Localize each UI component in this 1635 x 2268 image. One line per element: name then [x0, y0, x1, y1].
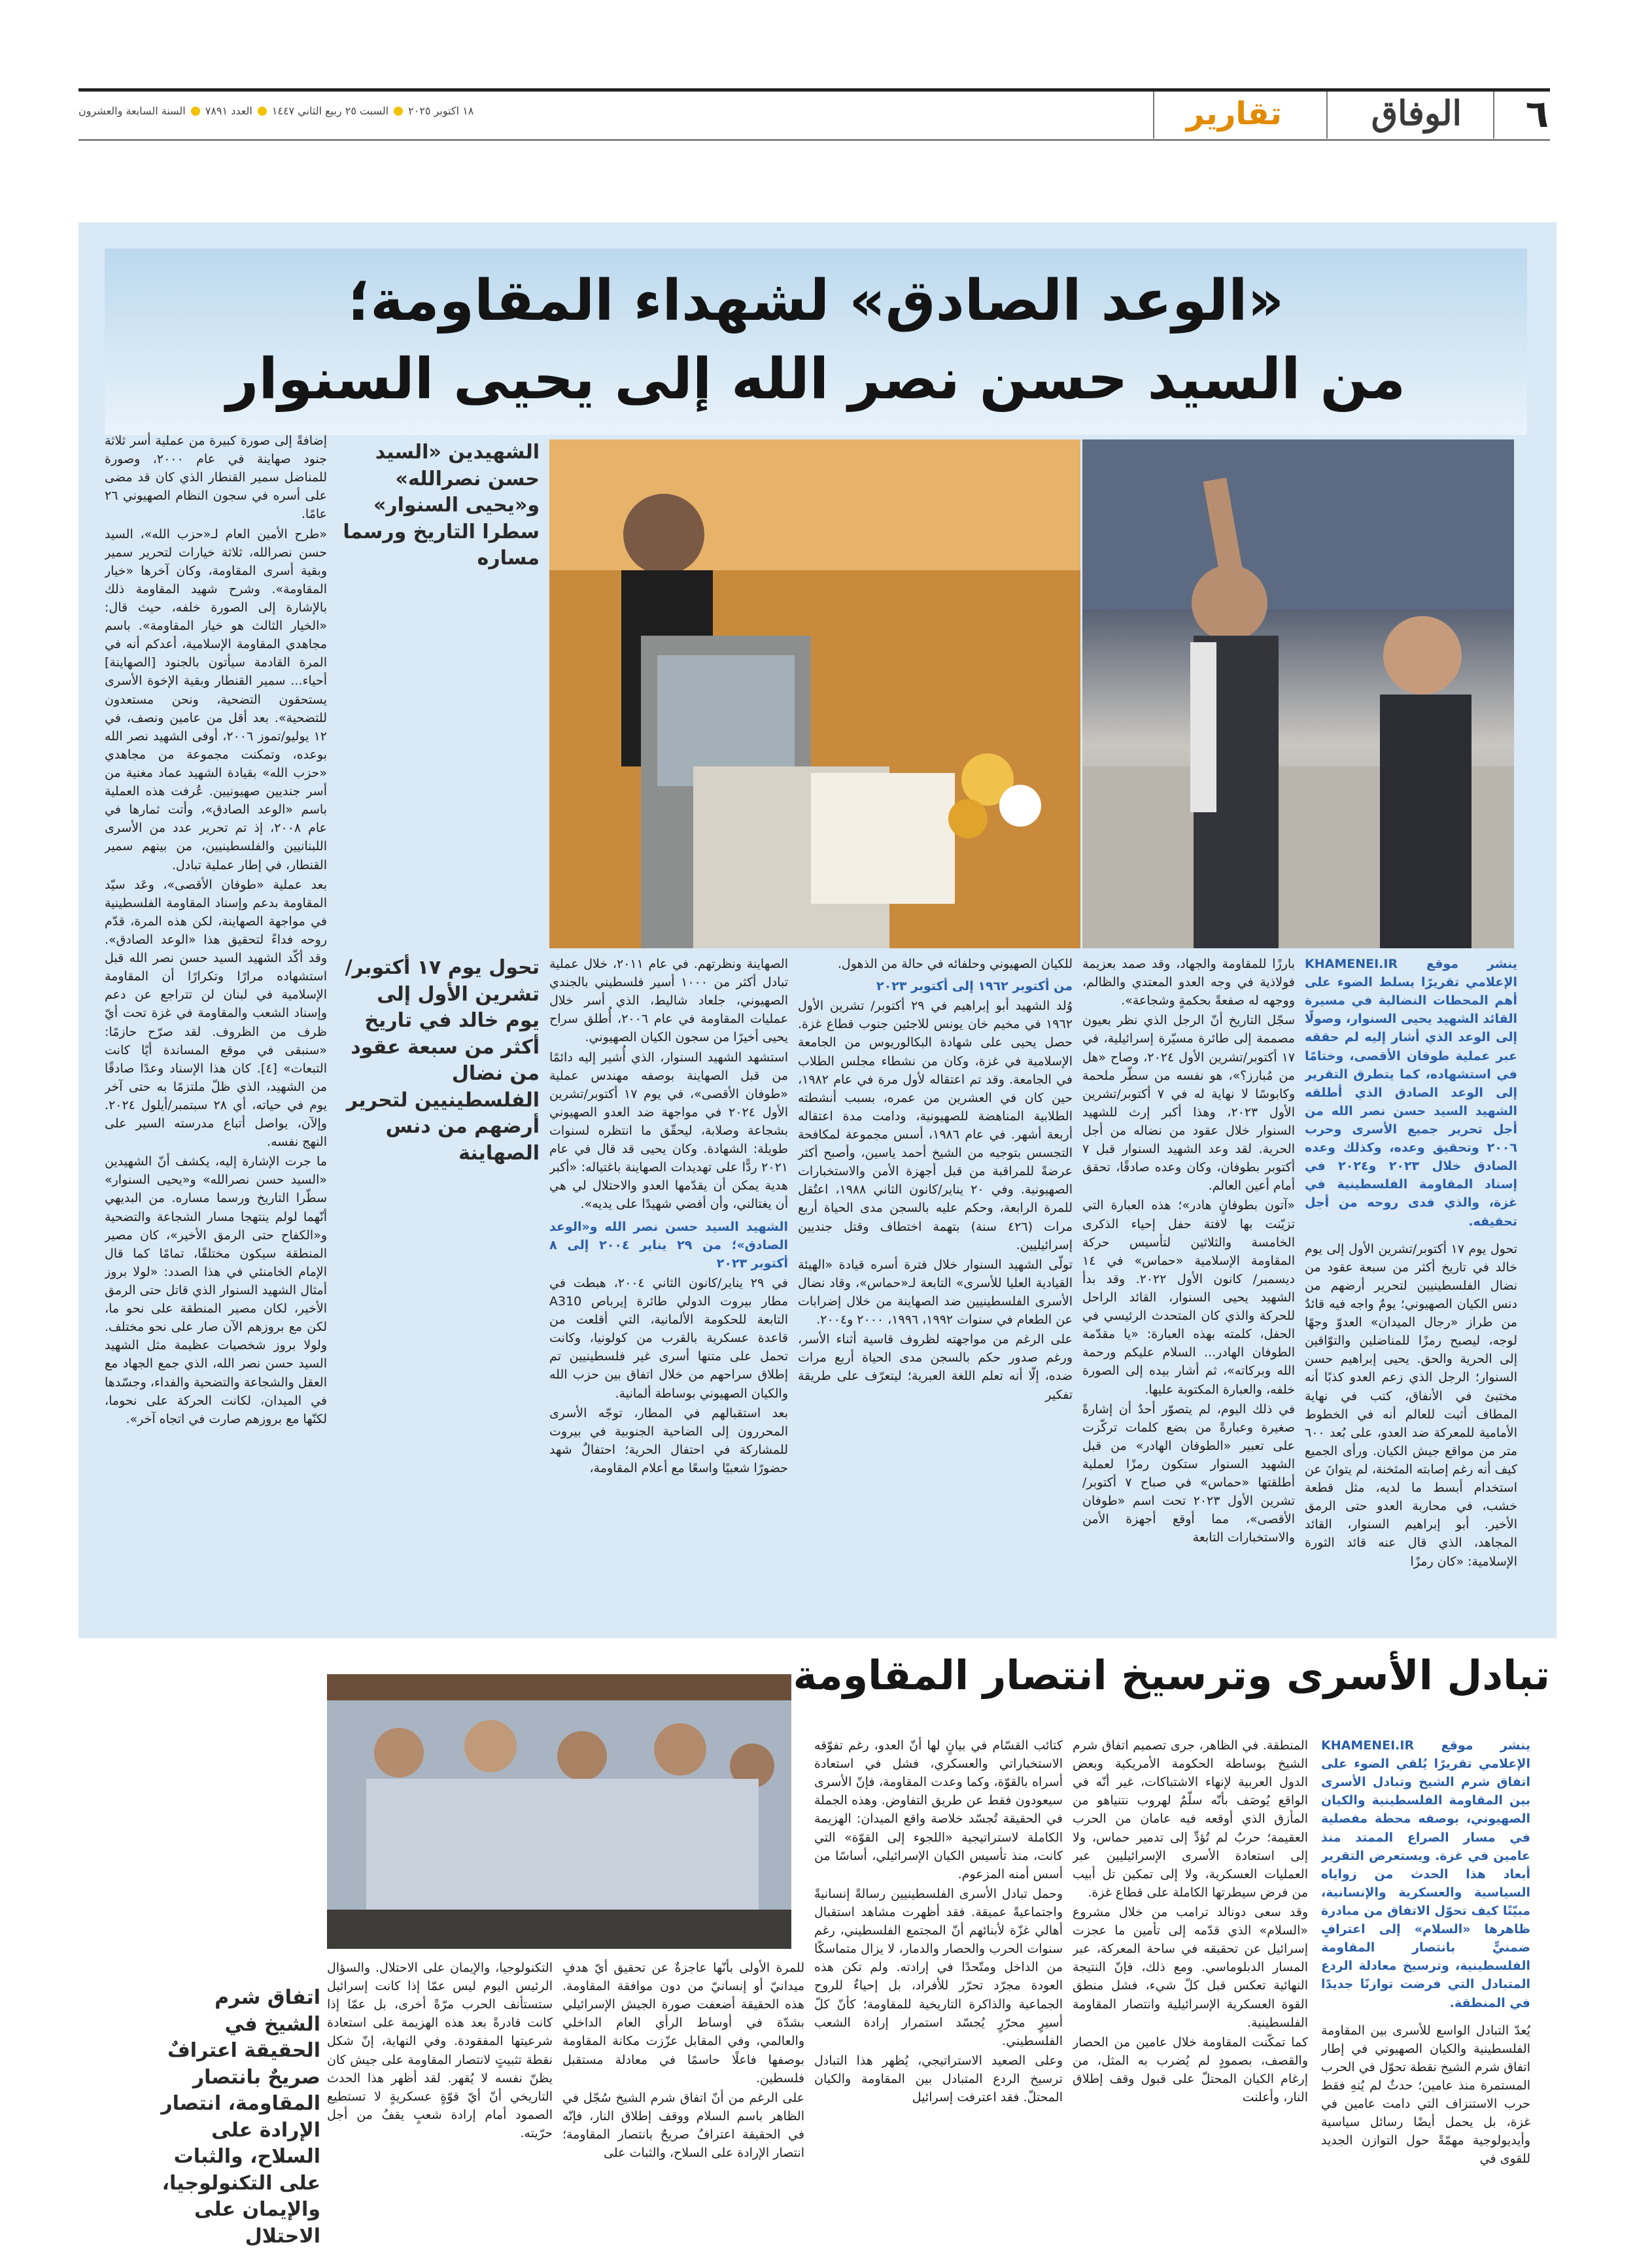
pullquote-sharm-agreement: اتفاق شرم الشيخ في الحقيقة اعترافٌ صريحٌ بانتصار المقاومة، انتصار الإرادة على السلاح، والثبات على التكنولوجيا، والإيمان على الاحتلال [161, 1986, 320, 2248]
photo-sinwar-illustration [1082, 439, 1514, 948]
top-rule [78, 88, 1550, 92]
body-paragraph: بارزًا للمقاومة والجهاد، وقد صمد بعزيمة فولاذية في وجه العدو المعتدي والظالم، ووجهه له صفعةً بحكمةٍ وشجاعة». [1082, 957, 1295, 1008]
divider [1326, 92, 1328, 139]
top-story-headline [105, 249, 1527, 435]
divider [1493, 92, 1494, 139]
body-paragraph: للكيان الصهيوني وحلفائه في حالة من الذهول. [837, 957, 1073, 971]
body-paragraph: بعد عملية «طوفان الأقصى»، وعَد سيّد المقاومة بدعم وإسناد المقاومة الفلسطينية في مواجهة الصهاينة، لكن هذه المرة، قدّم روحه فداءً لتحقيق هذا «الوعد الصادق». وقد أكّد الشهيد السيد حسن نصر الله قبل استشهاده مرارًا وتكرارًا أن المقاومة الإسلامية في لبنان لن تتراجع عن دعم وإسناد الشعب والمقاومة في غزة تحت أيّ ظرف من الظروف. لقد صرّح حازمًا: «سنبقى في موقع المساندة أيًا كانت التبعات» [٤]. كان هذا الإسناد وعدًا صادقًا من الشهيد، الذي ظلّ ملتزمًا به حتى آخر يوم في حياته، أي ٢٨ سبتمبر/أيلول ٢٠٢٤. وإلآن، يواصل أتباع مدرسته السير على النهج نفسه. [105, 877, 327, 1150]
photo-nasrallah-illustration [549, 439, 1080, 948]
bottom-col-5 [327, 1959, 553, 2253]
body-paragraph: سجّل التاريخ أنّ الرجل الذي نظر بعيون مصممة إلى طائرة مسيّرة إسرائيلية، في ١٧ أكتوبر/تشرين الأول ٢٠٢٤، وصاح «هل من مُبارز؟»، هو نفسه من سطّر ملحمة وكابوسًا لا نهاية له في ٧ أكتوبر/تشرين الأول ٢٠٢٣، وهذا أكبر إرث للشهيد السنوار خلال عقود من نضاله من أجل الحرية. لقد وعد الشهيد السنوار قبل ٧ أكتوبر بطوفان، وكان وعده صادقًا، تحقق أمام أعين العالم. [1082, 1013, 1295, 1194]
body-paragraph: كما تمكّنت المقاومة خلال عامين من الحصار والقصف، بصمودٍ لم يُضرب به المثل، من إرغام الكيان المحتلّ على قبول وقف إطلاق النار، وأعلنت [1073, 2035, 1308, 2105]
bottom-col-3 [814, 1736, 1063, 2253]
body-paragraph: تولّى الشهيد السنوار خلال فترة أسره قيادة «الهيئة القيادية العليا للأسرى» التابعة لـ«حماس»، وقاد نضال الأسرى الفلسطينيين ضد الصهاينة من خلال إضرابات عن الطعام في سنوات ١٩٩٢، ١٩٩٦، ٢٠٠٠ و٢٠٠٤. [798, 1257, 1073, 1328]
body-paragraph: على الرغم من مواجهته لظروف قاسية أثناء الأسر، ورغم صدور حكم بالسجن مدى الحياة أربع مرات ضده، إلّا أنه تعلم اللغة العبرية؛ ليتعرّف على طريقة تفكير [798, 1332, 1073, 1402]
top-col-4 [549, 955, 788, 1632]
divider [1153, 92, 1154, 139]
body-paragraph: على الرغم من أنّ اتفاق شرم الشيخ سُجّل في الظاهر باسم السلام ووقف إطلاق النار، فإنّه في الحقيقة اعترافٌ صريحٌ بانتصار المقاومة؛ انتصار الإرادة على السلاح، والثبات على [562, 2090, 804, 2161]
top-col-3 [798, 955, 1073, 1632]
headline-line-2: من السيد حسن نصر الله إلى يحيى السنوار [226, 347, 1406, 412]
body-paragraph: وعلى الصعيد الاستراتيجي، يُظهر هذا التبادل ترسيخ الردع المتبادل بين المقاومة والكيان المحتلّ. فقد اعترفت إسرائيل [814, 2053, 1063, 2105]
top-col-5 [105, 432, 327, 1632]
body-paragraph: وحمل تبادل الأسرى الفلسطينيين رسالةً إنسانيةً واجتماعيةً عميقة. فقد أظهرت مشاهد استقبال أهالي غزّة لأبنائهم أنّ المجتمع الفلسطيني، رغم سنوات الحرب والحصار والدمار، لا يزال متماسكًا من الداخل ومتّحدًا في إرادته. ولم تكن هذه العودة مجرّد تحرّر للأفراد، بل إحياءٌ للروح الجماعية والذاكرة التاريخية للمقاومة؛ كأنّ كلّ أسيرٍ محرّرٍ يُجسّد استمرار إرادة الشعب الفلسطيني. [814, 1886, 1063, 2048]
masthead [0, 0, 1635, 147]
subhead: الشهيد السيد حسن نصر الله و«الوعد الصادق»؛ من ٢٩ يناير ٢٠٠٤ إلى ٨ أكتوبر ٢٠٢٣ [549, 1219, 788, 1271]
bullet-icon [191, 107, 200, 116]
newspaper-logo: الوفاق [1371, 94, 1462, 133]
issue-number: العدد ٧٨٩١ [205, 105, 252, 117]
body-paragraph: وُلد الشهيد أبو إبراهيم في ٢٩ أكتوبر/ تشرين الأول ١٩٦٢ في مخيم خان يونس للاجئين جنوب قطاع غزة. حصل يحيى على شهادة البكالوريوس من الجامعة الإسلامية في غزة، وكان من نشطاء مجلس الطلاب في الجامعة. وقد تم اعتقاله لأول مرة في عام ١٩٨٢، حين كان في العشرين من عمره، بسبب أنشطته الطلابية المناهضة للصهيونية، ودامت مدة اعتقاله أربعة أشهر. في عام ١٩٨٦، أسس مجموعة لمكافحة التجسس بتوجيه من الشيخ أحمد ياسين، وأصبح أكثر عرضةً للمراقبة من قبل أجهزة الأمن والاستخبارات الصهيونية. وفي ٢٠ يناير/كانون الثاني ١٩٨٨، اعتُقل للمرة الرابعة، وحكم عليه بالسجن مدى الحياة أربع مرات (٤٢٦ سنة) بتهمة اختطاف وقتل جنديين إسرائيليين. [798, 999, 1073, 1252]
section-title: تقارير [1186, 95, 1282, 132]
issue-date-gregorian: ١٨ اكتوبر ٢٠٢٥ [408, 105, 474, 117]
bottom-rule [78, 139, 1550, 141]
photo-nasrallah [549, 439, 1080, 948]
body-paragraph: للمرة الأولى بأنّها عاجزةٌ عن تحقيق أيّ هدفٍ ميدانيّ أو إنسانيّ من دون موافقة المقاومة. هذه الحقيقة أضعفت صورة الجيش الإسرائيلي بشدّة في أوساط الرأي العام الداخلي والعالمي، وفي المقابل عزّزت مكانة المقاومة بوصفها فاعلًا حاسمًا في معادلة مستقبل فلسطين. [562, 1961, 804, 2086]
issue-date-hijri: السبت ٢٥ ربيع الثاني ١٤٤٧ [271, 105, 389, 117]
body-paragraph: «طرح الأمين العام لـ«حزب الله»، السيد حسن نصرالله، ثلاثة خيارات لتحرير سمير وبقية أسرى المقاومة، وكان آخرها «خيار المقاومة». وشرح شهيد المقاومة ذلك بالإشارة إلى الصورة خلفه، حيث قال: «الخيار الثالث هو خيار المقاومة». باسم مجاهدي المقاومة الإسلامية، أعدكم أنه في المرة القادمة سيأتون بالجنود [الصهاينة] أحياء... سمير القنطار وبقية الإخوة الأسرى يستحقون التضحية، ونحن مستعدون للتضحية». بعد أقل من عامين ونصف، في ١٢ يوليو/تموز ٢٠٠٦، أوفى الشهيد نصر الله بوعده، وتمكنت مجموعة من مجاهدي «حزب الله» بقيادة الشهيد عماد مغنية من أسر جنديين صهيونيين. عُرفت هذه العملية باسم «الوعد الصادق»، وأتت ثمارها في عام ٢٠٠٨، إذ تم تحرير عدد من الأسرى اللبنانيين والفلسطينيين، من بينهم سمير القنطار، في إطار عملية تبادل. [105, 526, 327, 872]
issue-year: السنة السابعة والعشرون [78, 105, 186, 117]
photo-prisoners-release [327, 1674, 791, 1949]
body-paragraph: كتائب القسّام في بيانٍ لها أنّ العدو، رغم تفوّقه الاستخباراتي والعسكري، فشل في استعادة أسراه بالقوّة، وكما وعدت المقاومة، فإنّ الأسرى سيعودون فقط عن طريق التفاوض. وهذه الجملة في الحقيقة تُجسّد خلاصة واقع الميدان: الهزيمة الكاملة لاستراتيجية «اللجوء إلى القوّة» التي كانت، منذ تأسيس الكيان الإسرائيلي، أساسًا من أسس أمنه المزعوم. [814, 1738, 1063, 1881]
body-paragraph: استشهد الشهيد السنوار، الذي أُشير إليه دائمًا من قبل الصهاينة بوصفه مهندس عملية «طوفان الأقصى»، في يوم ١٧ أكتوبر/تشرين الأول ٢٠٢٤ في مواجهة ضد العدو الصهيوني بشجاعة وصلابة، ليحقّق ما انتظره لسنوات طويلة: الشهادة. وكان يحيى قد قال في عام ٢٠٢١ ردًّا على تهديدات الصهاينة باغتياله: «أكبر هدية يمكن أن يقدّمها العدو والاحتلال لي هي أن يغتالني، وأن أفضي شهيدًا على يديه». [549, 1050, 788, 1212]
pullquote-martyrs: الشهيدين «السيد حسن نصرالله» و«يحيى السنوار» سطرا التاريخ ورسما مساره [343, 441, 540, 570]
page-number: ٦ [1525, 92, 1549, 136]
photo-prisoners-illustration [327, 1674, 791, 1949]
body-paragraph: ما جرت الإشارة إليه، يكشف أنّ الشهيدين «السيد حسن نصرالله» و«يحيى السنوار» سطّرا التاريخ ورسما مساره. من البديهي أنّهما لولم ينتهجا مسار الشجاعة والتضحية و«الكفاح حتى الرمق الأخير»، كان مصير المنطقة سيكون مختلفًا، تمامًا كما قال الإمام الخامنئي في هذا الصدد: «لولا بروز أمثال الشهيد السنوار الذي قاتل حتى الرمق الأخير، لكان مصير المنطقة على نحو ما، لكن مع بروزهم الآن صار على نحو مختلف. ولولا بروز شخصيات عظيمة مثل الشهيد السيد حسن نصر الله، الذي جمع الجهاد مع العقل والشجاعة والتضحية والفداء، وجسّدها في الميدان، لكانت الحركة على نحوما، لكنّها مع بروزهم صارت في اتجاه آخر». [105, 1154, 327, 1426]
body-paragraph: في ٢٩ يناير/كانون الثاني ٢٠٠٤، هبطت في مطار بيروت الدولي طائرة إيرباص A310 التابعة للحكومة الألمانية، التي أقلعت من قاعدة عسكرية بالقرب من كولونيا، وكانت تحمل على متنها أسرى غير فلسطينيين تم إطلاق سراحهم من خلال اتفاق بين حزب الله والكيان الصهيوني بوساطة ألمانية. [549, 1275, 788, 1401]
top-col-2 [1082, 955, 1295, 1632]
body-paragraph: في ذلك اليوم، لم يتصوّر أحدٌ أن إشارةً صغيرة وعبارةً من بضع كلمات تركّزت على تعبير «الطوفان الهادر» من قبل الشهيد السنوار ستكون رمزًا لعملية أطلقتها «حماس» في صباح ٧ أكتوبر/تشرين الأول ٢٠٢٣ تحت اسم «طوفان الأقصى»، مما أوقع أجهزة الأمن والاستخبارات التابعة [1082, 1401, 1295, 1545]
bottom-col-4 [562, 1959, 804, 2253]
headline-line-1: «الوعد الصادق» لشهداء المقاومة؛ [347, 268, 1284, 334]
body-paragraph: تحول يوم ١٧ أكتوبر/تشرين الأول إلى يوم خالد في تاريخ أكثر من سبعة عقود من نضال الفلسطينيين لتحرير أرضهم من دنس الكيان الصهيوني؛ يومٌ واجه فيه قائدٌ من طراز «رجال الميدان» العدوّ وجهًا لوجه، ليصبح رمزًا للمناضلين والتوّاقين إلى الحرية والحق. يحيى إبراهيم حسن السنوار؛ الرجل الذي زعم العدو كذبًا أنه مختبئ في الأنفاق، كتب في نهاية المطاف أثبت للعالم أنه في الخطوط الأمامية للمعركة ضد العدو، على بُعد ٦٠٠ متر من مواقع جيش الكيان. ورأى الجميع كيف أنه رغم إصابته المثخنة، لم يتوانَ عن استخدام أبسط ما لديه، مثل قطعة خشب، في محاربة العدو حتى الرمق الأخير. أبو إبراهيم السنوار، القائد المجاهد، الذي قال عنه قائد الثورة الإسلامية: «كان رمزًا [1305, 1241, 1517, 1569]
bottom-col-2 [1073, 1736, 1308, 2253]
subhead: من أكتوبر ١٩٦٢ إلى أكتوبر ٢٠٢٣ [876, 979, 1073, 994]
body-paragraph: التكنولوجيا، والإيمان على الاحتلال. والسؤال الرئيس اليوم ليس عمّا إذا كانت إسرائيل ستستأنف الحرب مرّةً أخرى، بل عمّا إذا كانت قادرةً بعد هذه الهزيمة على استعادة شرعيتها المفقودة. وفي النهاية، إنّ شكل نقطة تثبيتٍ لانتصار المقاومة على جيش كان يظنّ نفسه لا يُقهر. لقد أظهر هذا الحدث التاريخي أنّ أيّ قوّةٍ عسكريةٍ لا تستطيع الصمود أمام إرادة شعبٍ يقفُ من أجل حرّيته. [327, 1961, 553, 2140]
bottom-col-1 [1321, 1736, 1530, 2253]
issue-info [78, 105, 473, 117]
body-paragraph: إضافةً إلى صورة كبيرة من عملية أسر ثلاثة جنود صهاينة في عام ٢٠٠٠، وصورة للمناضل سمير القنطار الذي كان قد مضى على أسره في سجون النظام الصهيوني ٢٦ عامًا. [105, 434, 327, 522]
body-paragraph: بعد استقبالهم في المطار، توجّه الأسرى المحررون إلى الضاحية الجنوبية في بيروت للمشاركة في احتفال الحرية؛ احتفالٌ شهد حضورًا شعبيًا واسعًا مع أعلام المقاومة، [549, 1405, 788, 1475]
lead-paragraph: ينشر موقع KHAMENEI.IR الإعلامي تقريرًا يسلط الضوء على أهم المحطات النضالية في مسيرة القائد الشهيد يحيى السنوار، وصولًا إلى الوعد الذي أشار إليه لم حققه عبر عملية طوفان الأقصى، وختامًا في استشهاده، كما يتطرق التقرير إلى الوعد الصادق الذي أطلقه الشهيد السيد حسن نصر الله من أجل تحرير جميع الأسرى وحرب ٢٠٠٦ وتحقيق وعده، وكذلك وعده الصادق خلال ٢٠٢٣ و٢٠٢٤ في إسناد المقاومة الفلسطينية في غزة، والذي فدى روحه من أجل تحقيقه. [1305, 957, 1517, 1229]
bottom-story-headline: تبادل الأسرى وترسيخ انتصار المقاومة [793, 1651, 1550, 1699]
body-paragraph: المنطقة. في الظاهر، جرى تصميم اتفاق شرم الشيخ بوساطة الحكومة الأمريكية وبعض الدول العربية لإنهاء الاشتباكات، غير أنّه في الواقع يُوصَف بأنّه سلّمٌ لهروب نتنياهو من المأزق الذي أوقعه فيه عامان من الحرب العقيمة؛ حربٌ لم تُؤدِّ إلى تدمير حماس، ولا إلى استعادة الأسرى الإسرائيليين عبر العمليات العسكرية، ولا إلى تمكين تل أبيب من فرض سيطرتها الكاملة على قطاع غزة. [1073, 1738, 1308, 1900]
bullet-icon [258, 107, 267, 116]
top-col-1 [1305, 955, 1517, 1632]
photo-sinwar [1082, 439, 1514, 948]
lead-paragraph: ينشر موقع KHAMENEI.IR الإعلامي تقريرًا يُلقي الضوء على اتفاق شرم الشيخ وتبادل الأسرى بين المقاومة الفلسطينية والكيان الصهيوني، بوصفه محطة مفصلية في مسار الصراع الممتد منذ عامين في غزة. ويستعرض التقرير أبعاد هذا الحدث من زواياه السياسية والعسكرية والإنسانية، مبيّنًا كيف تحوّل الاتفاق من مبادرة ظاهرها «السلام» إلى اعترافٍ ضمنيٍّ بانتصار المقاومة الفلسطينية، وترسيخ معادلة الردع المتبادل التي فرضت توازنًا جديدًا في المنطقة. [1321, 1738, 1530, 2010]
body-paragraph: وقد سعى دونالد ترامب من خلال مشروع «السلام» الذي قدّمه إلى تأمين ما عجزت إسرائيل عن تحقيقه في ساحة المعركة، عبر المسار الدبلوماسي. ومع ذلك، فإنّ النتيجة النهائية تعكس قبل كلّ شيء، فشل منطق القوة العسكرية الإسرائيلية وانتصار المقاومة الفلسطينية. [1073, 1904, 1308, 2030]
body-paragraph: «آتون بطوفانٍ هادر»؛ هذه العبارة التي تزيّنت بها لافتة حفل إحياء الذكرى الخامسة والثلاثين لتأسيس حركة المقاومة الإسلامية «حماس» في ١٤ ديسمبر/ كانون الأول ٢٠٢٢. وقد بدأ الشهيد يحيى السنوار، القائد الراحل للحركة والذي كان المتحدث الرئيسي في الحفل، كلمته بهذه العبارة: «يا مقدّمة الطوفان الهادر... السلام عليكم ورحمة الله وبركاته»، ثم أشار بيده إلى الصورة خلفه، والعبارة المكتوبة عليها. [1082, 1198, 1295, 1397]
body-paragraph: الصهاينة ونظرتهم. في عام ٢٠١١، خلال عملية تبادل أكثر من ١٠٠٠ أسير فلسطيني بالجندي الصهيوني، جلعاد شاليط، الذي أسر خلال عمليات المقاومة في عام ٢٠٠٦، أُطلق سراح يحيى أخيرًا من سجون الكيان الصهيوني. [549, 957, 788, 1045]
body-paragraph: يُعدّ التبادل الواسع للأسرى بين المقاومة الفلسطينية والكيان الصهيوني في إطار اتفاق شرم الشيخ نقطة تحوّل في الحرب المستمرة منذ عامين؛ حدثٌ لم يُنهِ فقط حرب الاستنزاف التي دامت عامين في غزة، بل يحمل أيضًا رسائل سياسية وأيديولوجية مهمّةً حول التوازن الجديد للقوى في [1321, 2023, 1530, 2167]
pullquote-october-17: تحول يوم ١٧ أكتوبر/ تشرين الأول إلى يوم خالد في تاريخ أكثر من سبعة عقود من نضال الفلسطينيين لتحرير أرضهم من دنس الصهاينة [345, 956, 540, 1165]
bullet-icon [394, 107, 403, 116]
